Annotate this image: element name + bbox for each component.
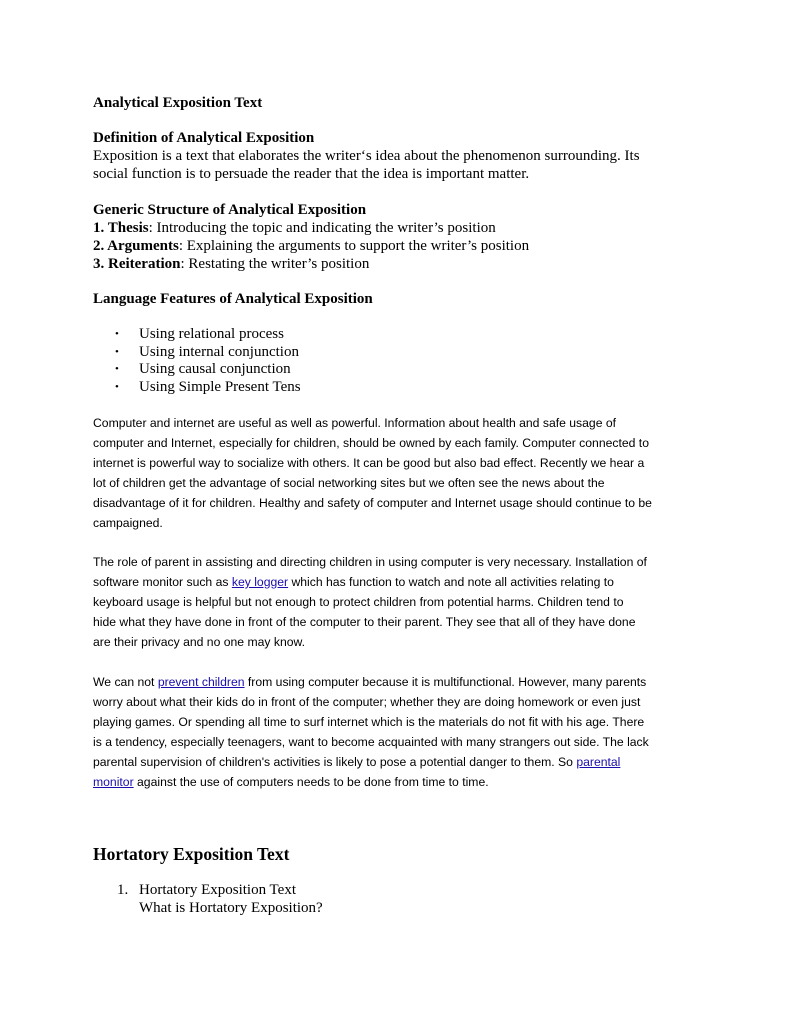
definition-line-2: social function is to persuade the reader that the idea is important matter. [93,166,530,182]
parental-monitor-link[interactable]: monitor [93,775,134,789]
structure-item-label: 2. Arguments [93,238,179,254]
paragraph-prevent-children [93,672,705,792]
list-item [93,360,493,378]
paragraph-line: keyboard usage is helpful but not enough to protect children from potential harms. Children tend to [93,595,624,609]
definition-section [93,129,705,183]
key-logger-link[interactable]: key logger [231,575,289,589]
list-item-text: Using causal conjunction [139,361,291,377]
paragraph-line: computer and Internet, especially for children, should be owned by each family. Computer connected to [93,436,649,450]
parental-monitor-link[interactable]: parental [576,755,621,769]
list-item-text: Using Simple Present Tens [139,378,301,395]
paragraph-text: which has function to watch and note all activities relating to [288,575,614,589]
structure-section [93,201,705,273]
bullet-icon: • [115,328,119,340]
paragraph-line: is a tendency, especially teenagers, want to become acquainted with many strangers out side. The lack [93,735,649,749]
definition-line-1: Exposition is a text that elaborates the writer‘s idea about the phenomenon surrounding. Its [93,148,640,164]
paragraph-text: parental supervision of children's activities is likely to pose a potential danger to them. So [93,755,577,769]
paragraph-line: campaigned. [93,516,163,530]
paragraph-computer-internet [93,413,705,533]
document-title: Analytical Exposition Text [93,95,263,111]
paragraph-line [93,752,705,772]
paragraph-line: disadvantage of it for children. Healthy and safety of computer and Internet usage should continue to be [93,496,652,510]
paragraph-line [93,672,705,692]
structure-item-text: : Restating the writer’s position [180,256,370,272]
structure-item-label: 3. Reiteration [93,256,181,272]
list-item-title: Hortatory Exposition Text [139,882,296,898]
paragraph-line: playing games. Or spending all time to surf internet which is the materials do not fit with his age. There [93,715,645,729]
structure-heading: Generic Structure of Analytical Exposition [93,202,367,218]
paragraph-line: hide what they have done in front of the computer to their parent. They see that all of they have done [93,615,636,629]
structure-item-arguments [93,237,705,255]
features-heading: Language Features of Analytical Exposition [93,291,373,307]
paragraph-line: are their privacy and no one may know. [93,635,306,649]
hortatory-list [93,881,593,917]
list-item [93,343,493,361]
structure-item-text: : Explaining the arguments to support the writer’s position [178,238,530,254]
paragraph-line: lot of children get the advantage of social networking sites but we often see the news about the [93,476,605,490]
list-item [93,378,493,396]
structure-item-thesis [93,219,705,237]
paragraph-text: software monitor such as [93,575,232,589]
paragraph-line [93,572,705,592]
list-item-text: Using internal conjunction [139,343,299,360]
bullet-icon: • [115,380,119,393]
paragraph-line: internet is powerful way to socialize with others. It can be good but also bad effect. Recently we hear a [93,456,645,470]
structure-item-reiteration [93,255,705,273]
paragraph-parent-role [93,552,705,652]
paragraph-text: from using computer because it is multifunctional. However, many parents [244,675,647,689]
paragraph-line: The role of parent in assisting and directing children in using computer is very necessary. Installation of [93,555,647,569]
list-item [93,325,493,343]
hortatory-heading: Hortatory Exposition Text [93,844,290,864]
list-item [93,881,593,917]
list-item-question: What is Hortatory Exposition? [139,900,323,916]
bullet-icon: • [115,363,119,375]
paragraph-line: worry about what their kids do in front of the computer; whether they are doing homework or even just [93,695,641,709]
paragraph-text: We can not [93,675,158,689]
paragraph-line: Computer and internet are useful as well as powerful. Information about health and safe usage of [93,416,617,430]
features-list [93,325,493,395]
list-item-text: Using relational process [139,326,284,342]
structure-item-label: 1. Thesis [93,220,149,236]
definition-heading: Definition of Analytical Exposition [93,130,315,146]
bullet-icon: • [115,345,119,358]
paragraph-text: against the use of computers needs to be done from time to time. [133,775,489,789]
paragraph-line [93,772,705,792]
list-item-number: 1. [117,882,129,898]
structure-item-text: : Introducing the topic and indicating the writer’s position [148,220,496,236]
prevent-children-link[interactable]: prevent children [157,675,245,689]
